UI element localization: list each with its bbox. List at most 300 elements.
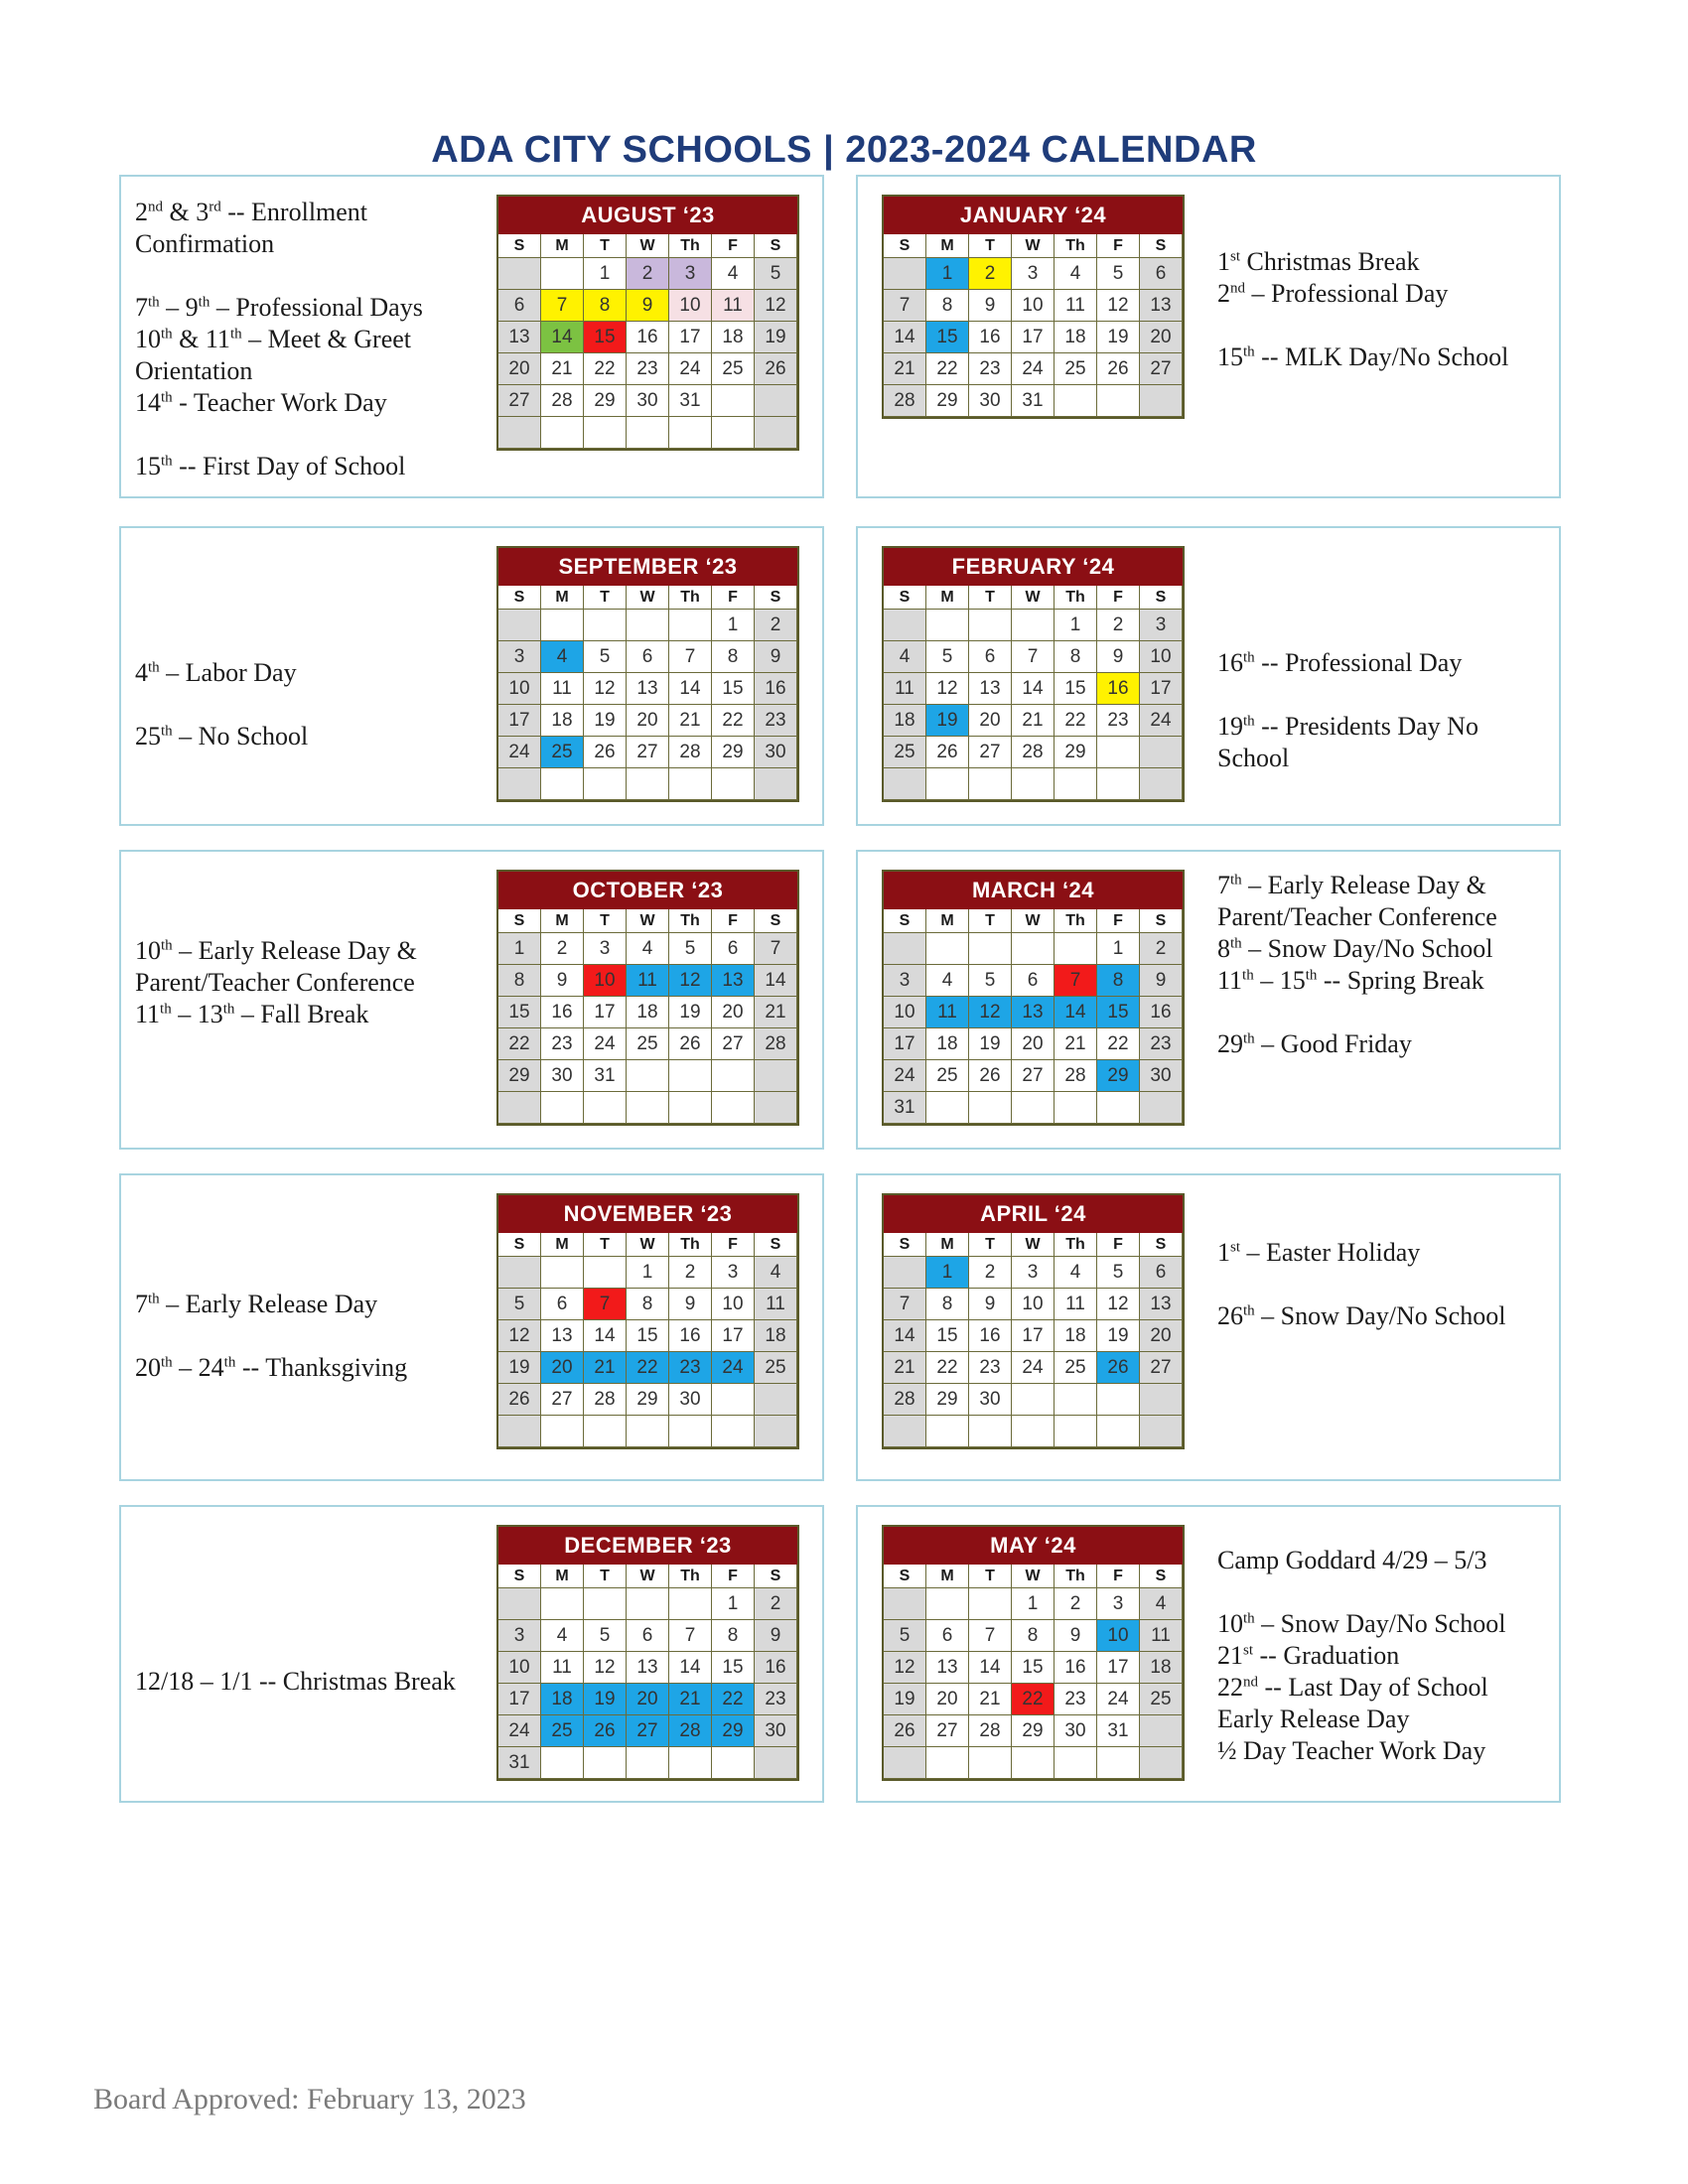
empty-day-cell: [584, 610, 627, 641]
month-panel: [856, 175, 1561, 498]
day-cell: 30: [755, 737, 797, 768]
empty-day-cell: [627, 1588, 669, 1620]
day-cell: 20: [627, 705, 669, 737]
day-cell: 2: [969, 1257, 1012, 1289]
empty-day-cell: [498, 417, 541, 449]
day-cell: 12: [884, 1652, 926, 1684]
day-cell: 2: [627, 258, 669, 290]
empty-day-cell: [969, 1588, 1012, 1620]
weekday-header: Th: [669, 909, 712, 933]
day-cell: 2: [669, 1257, 712, 1289]
day-cell: 9: [969, 1289, 1012, 1320]
event-note: [1217, 1269, 1555, 1300]
day-cell: 17: [712, 1320, 755, 1352]
weekday-header: M: [541, 909, 584, 933]
event-notes: [1217, 870, 1555, 1060]
day-cell: 11: [712, 290, 755, 322]
event-note: 1st Christmas Break: [1217, 247, 1420, 276]
day-cell: 23: [1097, 705, 1140, 737]
day-cell: 1: [926, 1257, 969, 1289]
event-note: 7th – Early Release Day & Parent/Teacher Conference: [1217, 871, 1497, 931]
day-grid: [498, 586, 797, 800]
month-title: SEPTEMBER ‘23: [498, 548, 797, 586]
day-cell: 23: [627, 353, 669, 385]
day-cell: 7: [755, 933, 797, 965]
day-cell: 6: [926, 1620, 969, 1652]
day-cell: 10: [712, 1289, 755, 1320]
empty-day-cell: [755, 1092, 797, 1124]
day-cell: 9: [1055, 1620, 1097, 1652]
day-cell: 29: [926, 1384, 969, 1416]
day-cell: 24: [884, 1060, 926, 1092]
empty-day-cell: [584, 1588, 627, 1620]
day-cell: 31: [884, 1092, 926, 1124]
weekday-header: S: [884, 909, 926, 933]
day-cell: 14: [584, 1320, 627, 1352]
empty-day-cell: [755, 768, 797, 800]
day-cell: 18: [1140, 1652, 1183, 1684]
weekday-header: W: [1012, 586, 1055, 610]
event-note: 10th & 11th – Meet & Greet Orientation: [135, 325, 411, 385]
day-cell: 24: [1012, 1352, 1055, 1384]
event-note: Early Release Day: [1217, 1705, 1410, 1733]
empty-day-cell: [627, 1416, 669, 1447]
empty-day-cell: [712, 1060, 755, 1092]
weekday-header: F: [1097, 234, 1140, 258]
event-note: 10th – Snow Day/No School: [1217, 1609, 1506, 1638]
day-cell: 27: [712, 1028, 755, 1060]
day-cell: 1: [584, 258, 627, 290]
empty-day-cell: [627, 417, 669, 449]
weekday-header: S: [498, 909, 541, 933]
day-cell: 30: [969, 1384, 1012, 1416]
day-cell: 4: [712, 258, 755, 290]
empty-day-cell: [969, 933, 1012, 965]
event-note: 7th – Early Release Day: [135, 1290, 378, 1318]
day-cell: 2: [541, 933, 584, 965]
day-cell: 5: [884, 1620, 926, 1652]
day-cell: 7: [1055, 965, 1097, 997]
weekday-header: T: [584, 234, 627, 258]
empty-day-cell: [1140, 1416, 1183, 1447]
day-cell: 1: [926, 258, 969, 290]
day-cell: 21: [541, 353, 584, 385]
day-cell: 4: [541, 641, 584, 673]
event-note: 11th – 13th – Fall Break: [135, 1000, 369, 1028]
day-cell: 10: [584, 965, 627, 997]
event-note: 22nd -- Last Day of School: [1217, 1673, 1488, 1702]
weekday-header: T: [584, 586, 627, 610]
day-cell: 6: [627, 1620, 669, 1652]
day-cell: 29: [627, 1384, 669, 1416]
day-cell: 27: [1140, 353, 1183, 385]
empty-day-cell: [669, 768, 712, 800]
weekday-header: T: [969, 234, 1012, 258]
day-cell: 16: [755, 673, 797, 705]
day-cell: 11: [884, 673, 926, 705]
weekday-header: S: [884, 234, 926, 258]
day-cell: 12: [584, 673, 627, 705]
day-cell: 8: [926, 290, 969, 322]
empty-day-cell: [669, 1416, 712, 1447]
day-cell: 4: [884, 641, 926, 673]
weekday-header: T: [584, 1565, 627, 1588]
day-cell: 15: [498, 997, 541, 1028]
empty-day-cell: [498, 1257, 541, 1289]
day-cell: 10: [1097, 1620, 1140, 1652]
month-title: JANUARY ‘24: [884, 197, 1183, 234]
day-cell: 11: [1055, 1289, 1097, 1320]
month-calendar: [882, 195, 1185, 419]
day-cell: 11: [627, 965, 669, 997]
empty-day-cell: [712, 417, 755, 449]
day-cell: 31: [669, 385, 712, 417]
weekday-header: W: [627, 1565, 669, 1588]
empty-day-cell: [584, 768, 627, 800]
day-cell: 27: [926, 1715, 969, 1747]
day-cell: 25: [541, 737, 584, 768]
weekday-header: T: [969, 909, 1012, 933]
day-cell: 30: [755, 1715, 797, 1747]
empty-day-cell: [926, 1588, 969, 1620]
day-grid: [498, 1565, 797, 1779]
empty-day-cell: [926, 933, 969, 965]
month-calendar: [496, 870, 799, 1126]
event-note: [1217, 310, 1555, 341]
empty-day-cell: [1055, 1416, 1097, 1447]
empty-day-cell: [712, 1416, 755, 1447]
day-cell: 23: [755, 705, 797, 737]
day-cell: 18: [1055, 1320, 1097, 1352]
empty-day-cell: [1055, 1384, 1097, 1416]
day-cell: 3: [498, 1620, 541, 1652]
day-cell: 30: [627, 385, 669, 417]
day-cell: 28: [669, 1715, 712, 1747]
empty-day-cell: [1097, 1384, 1140, 1416]
day-cell: 26: [755, 353, 797, 385]
month-title: AUGUST ‘23: [498, 197, 797, 234]
day-cell: 12: [669, 965, 712, 997]
empty-day-cell: [884, 933, 926, 965]
day-cell: 1: [712, 1588, 755, 1620]
event-note: Camp Goddard 4/29 – 5/3: [1217, 1546, 1487, 1574]
empty-day-cell: [669, 1060, 712, 1092]
day-cell: 7: [669, 641, 712, 673]
event-note: [135, 260, 473, 292]
empty-day-cell: [884, 258, 926, 290]
weekday-header: Th: [1055, 1233, 1097, 1257]
day-cell: 16: [969, 322, 1012, 353]
weekday-header: F: [712, 1233, 755, 1257]
day-cell: 5: [755, 258, 797, 290]
event-note: 14th - Teacher Work Day: [135, 388, 387, 417]
empty-day-cell: [627, 610, 669, 641]
day-cell: 19: [926, 705, 969, 737]
weekday-header: S: [884, 1565, 926, 1588]
weekday-header: S: [1140, 1233, 1183, 1257]
day-cell: 13: [541, 1320, 584, 1352]
month-title: OCTOBER ‘23: [498, 872, 797, 909]
day-cell: 13: [712, 965, 755, 997]
day-cell: 22: [712, 705, 755, 737]
day-cell: 14: [884, 322, 926, 353]
day-cell: 27: [627, 1715, 669, 1747]
day-cell: 24: [584, 1028, 627, 1060]
day-cell: 20: [1012, 1028, 1055, 1060]
day-cell: 7: [884, 290, 926, 322]
month-title: DECEMBER ‘23: [498, 1527, 797, 1565]
day-cell: 22: [926, 1352, 969, 1384]
day-cell: 5: [1097, 258, 1140, 290]
day-cell: 18: [541, 1684, 584, 1715]
empty-day-cell: [1055, 1092, 1097, 1124]
day-cell: 28: [969, 1715, 1012, 1747]
day-cell: 9: [755, 1620, 797, 1652]
day-cell: 11: [541, 1652, 584, 1684]
event-note: 2nd & 3rd -- Enrollment Confirmation: [135, 198, 368, 258]
month-title: MAY ‘24: [884, 1527, 1183, 1565]
empty-day-cell: [541, 1092, 584, 1124]
day-cell: 8: [627, 1289, 669, 1320]
empty-day-cell: [969, 1092, 1012, 1124]
day-cell: 2: [1097, 610, 1140, 641]
day-cell: 22: [1055, 705, 1097, 737]
weekday-header: Th: [1055, 234, 1097, 258]
day-cell: 17: [669, 322, 712, 353]
weekday-header: W: [1012, 1565, 1055, 1588]
empty-day-cell: [627, 1092, 669, 1124]
day-cell: 5: [498, 1289, 541, 1320]
empty-day-cell: [541, 768, 584, 800]
day-cell: 10: [498, 673, 541, 705]
day-cell: 1: [1097, 933, 1140, 965]
day-cell: 28: [1012, 737, 1055, 768]
day-cell: 3: [1097, 1588, 1140, 1620]
day-cell: 25: [926, 1060, 969, 1092]
day-cell: 10: [1012, 290, 1055, 322]
empty-day-cell: [926, 768, 969, 800]
day-cell: 15: [1097, 997, 1140, 1028]
day-grid: [884, 1565, 1183, 1779]
empty-day-cell: [541, 1747, 584, 1779]
day-cell: 24: [669, 353, 712, 385]
empty-day-cell: [1012, 1747, 1055, 1779]
day-cell: 25: [627, 1028, 669, 1060]
weekday-header: F: [712, 234, 755, 258]
event-notes: [135, 935, 473, 1030]
day-cell: 22: [1097, 1028, 1140, 1060]
day-cell: 23: [669, 1352, 712, 1384]
empty-day-cell: [1140, 1715, 1183, 1747]
day-cell: 20: [926, 1684, 969, 1715]
day-cell: 8: [1012, 1620, 1055, 1652]
weekday-header: W: [627, 586, 669, 610]
weekday-header: F: [712, 1565, 755, 1588]
day-cell: 15: [712, 1652, 755, 1684]
month-calendar: [882, 870, 1185, 1126]
event-note: 26th – Snow Day/No School: [1217, 1301, 1506, 1330]
empty-day-cell: [1055, 385, 1097, 417]
day-cell: 22: [926, 353, 969, 385]
event-note: 20th – 24th -- Thanksgiving: [135, 1353, 408, 1382]
weekday-header: M: [926, 1565, 969, 1588]
event-notes: [135, 1289, 473, 1384]
weekday-header: S: [755, 1233, 797, 1257]
empty-day-cell: [1012, 768, 1055, 800]
weekday-header: S: [1140, 586, 1183, 610]
weekday-header: Th: [669, 1565, 712, 1588]
weekday-header: F: [1097, 1233, 1140, 1257]
empty-day-cell: [498, 1588, 541, 1620]
event-note: [1217, 997, 1555, 1028]
weekday-header: S: [1140, 1565, 1183, 1588]
weekday-header: Th: [1055, 1565, 1097, 1588]
day-cell: 23: [1140, 1028, 1183, 1060]
day-cell: 14: [969, 1652, 1012, 1684]
event-note: [135, 419, 473, 451]
day-cell: 15: [584, 322, 627, 353]
empty-day-cell: [1012, 1384, 1055, 1416]
day-cell: 4: [541, 1620, 584, 1652]
day-cell: 21: [884, 353, 926, 385]
day-cell: 24: [1012, 353, 1055, 385]
day-cell: 5: [926, 641, 969, 673]
day-cell: 7: [669, 1620, 712, 1652]
day-cell: 27: [1140, 1352, 1183, 1384]
day-cell: 29: [584, 385, 627, 417]
weekday-header: T: [584, 909, 627, 933]
weekday-header: M: [926, 909, 969, 933]
day-cell: 25: [712, 353, 755, 385]
day-cell: 16: [627, 322, 669, 353]
day-cell: 5: [584, 1620, 627, 1652]
day-cell: 12: [755, 290, 797, 322]
day-cell: 5: [969, 965, 1012, 997]
day-cell: 15: [712, 673, 755, 705]
empty-day-cell: [627, 768, 669, 800]
empty-day-cell: [498, 258, 541, 290]
weekday-header: Th: [1055, 586, 1097, 610]
weekday-header: F: [712, 909, 755, 933]
weekday-header: W: [627, 234, 669, 258]
day-cell: 7: [969, 1620, 1012, 1652]
day-cell: 6: [627, 641, 669, 673]
month-calendar: [496, 546, 799, 802]
day-cell: 28: [669, 737, 712, 768]
weekday-header: Th: [669, 234, 712, 258]
day-cell: 3: [1012, 258, 1055, 290]
event-note: 8th – Snow Day/No School: [1217, 934, 1493, 963]
empty-day-cell: [498, 610, 541, 641]
event-note: 4th – Labor Day: [135, 658, 297, 687]
day-cell: 4: [926, 965, 969, 997]
month-calendar: [882, 1193, 1185, 1449]
day-cell: 6: [1012, 965, 1055, 997]
day-cell: 6: [969, 641, 1012, 673]
day-cell: 6: [712, 933, 755, 965]
empty-day-cell: [584, 417, 627, 449]
event-note: 12/18 – 1/1 -- Christmas Break: [135, 1667, 456, 1696]
empty-day-cell: [498, 1092, 541, 1124]
empty-day-cell: [584, 1747, 627, 1779]
empty-day-cell: [584, 1416, 627, 1447]
day-cell: 19: [584, 1684, 627, 1715]
day-cell: 18: [755, 1320, 797, 1352]
day-cell: 14: [755, 965, 797, 997]
empty-day-cell: [926, 610, 969, 641]
month-calendar: [496, 1525, 799, 1781]
month-panel: [119, 175, 824, 498]
day-cell: 10: [669, 290, 712, 322]
day-cell: 11: [1055, 290, 1097, 322]
day-cell: 30: [669, 1384, 712, 1416]
empty-day-cell: [1055, 933, 1097, 965]
day-grid: [884, 586, 1183, 800]
empty-day-cell: [1055, 1747, 1097, 1779]
day-cell: 10: [884, 997, 926, 1028]
day-cell: 28: [541, 385, 584, 417]
day-cell: 15: [926, 1320, 969, 1352]
weekday-header: F: [1097, 909, 1140, 933]
empty-day-cell: [669, 1092, 712, 1124]
day-cell: 9: [969, 290, 1012, 322]
day-cell: 4: [1055, 258, 1097, 290]
day-cell: 19: [884, 1684, 926, 1715]
day-cell: 3: [669, 258, 712, 290]
weekday-header: S: [498, 586, 541, 610]
weekday-header: S: [755, 909, 797, 933]
event-note: 11th – 15th -- Spring Break: [1217, 966, 1484, 995]
weekday-header: M: [541, 1565, 584, 1588]
day-cell: 9: [669, 1289, 712, 1320]
day-cell: 21: [1012, 705, 1055, 737]
day-cell: 18: [712, 322, 755, 353]
day-cell: 16: [541, 997, 584, 1028]
day-cell: 25: [884, 737, 926, 768]
day-cell: 18: [926, 1028, 969, 1060]
event-notes: [135, 1666, 473, 1698]
empty-day-cell: [498, 768, 541, 800]
day-cell: 27: [498, 385, 541, 417]
day-cell: 8: [926, 1289, 969, 1320]
day-cell: 24: [498, 737, 541, 768]
empty-day-cell: [1140, 768, 1183, 800]
day-cell: 9: [627, 290, 669, 322]
empty-day-cell: [969, 1747, 1012, 1779]
day-cell: 16: [669, 1320, 712, 1352]
day-cell: 9: [1097, 641, 1140, 673]
day-cell: 4: [755, 1257, 797, 1289]
day-cell: 22: [584, 353, 627, 385]
day-cell: 26: [926, 737, 969, 768]
day-cell: 18: [1055, 322, 1097, 353]
event-note: [1217, 679, 1555, 711]
event-note: 21st -- Graduation: [1217, 1641, 1400, 1670]
empty-day-cell: [1012, 610, 1055, 641]
day-cell: 25: [755, 1352, 797, 1384]
empty-day-cell: [1012, 1092, 1055, 1124]
empty-day-cell: [755, 1416, 797, 1447]
weekday-header: S: [755, 234, 797, 258]
day-cell: 3: [1012, 1257, 1055, 1289]
month-panel: [119, 526, 824, 826]
empty-day-cell: [627, 1747, 669, 1779]
day-cell: 30: [1140, 1060, 1183, 1092]
weekday-header: T: [969, 586, 1012, 610]
weekday-header: W: [627, 909, 669, 933]
day-cell: 30: [1055, 1715, 1097, 1747]
day-cell: 25: [1055, 353, 1097, 385]
